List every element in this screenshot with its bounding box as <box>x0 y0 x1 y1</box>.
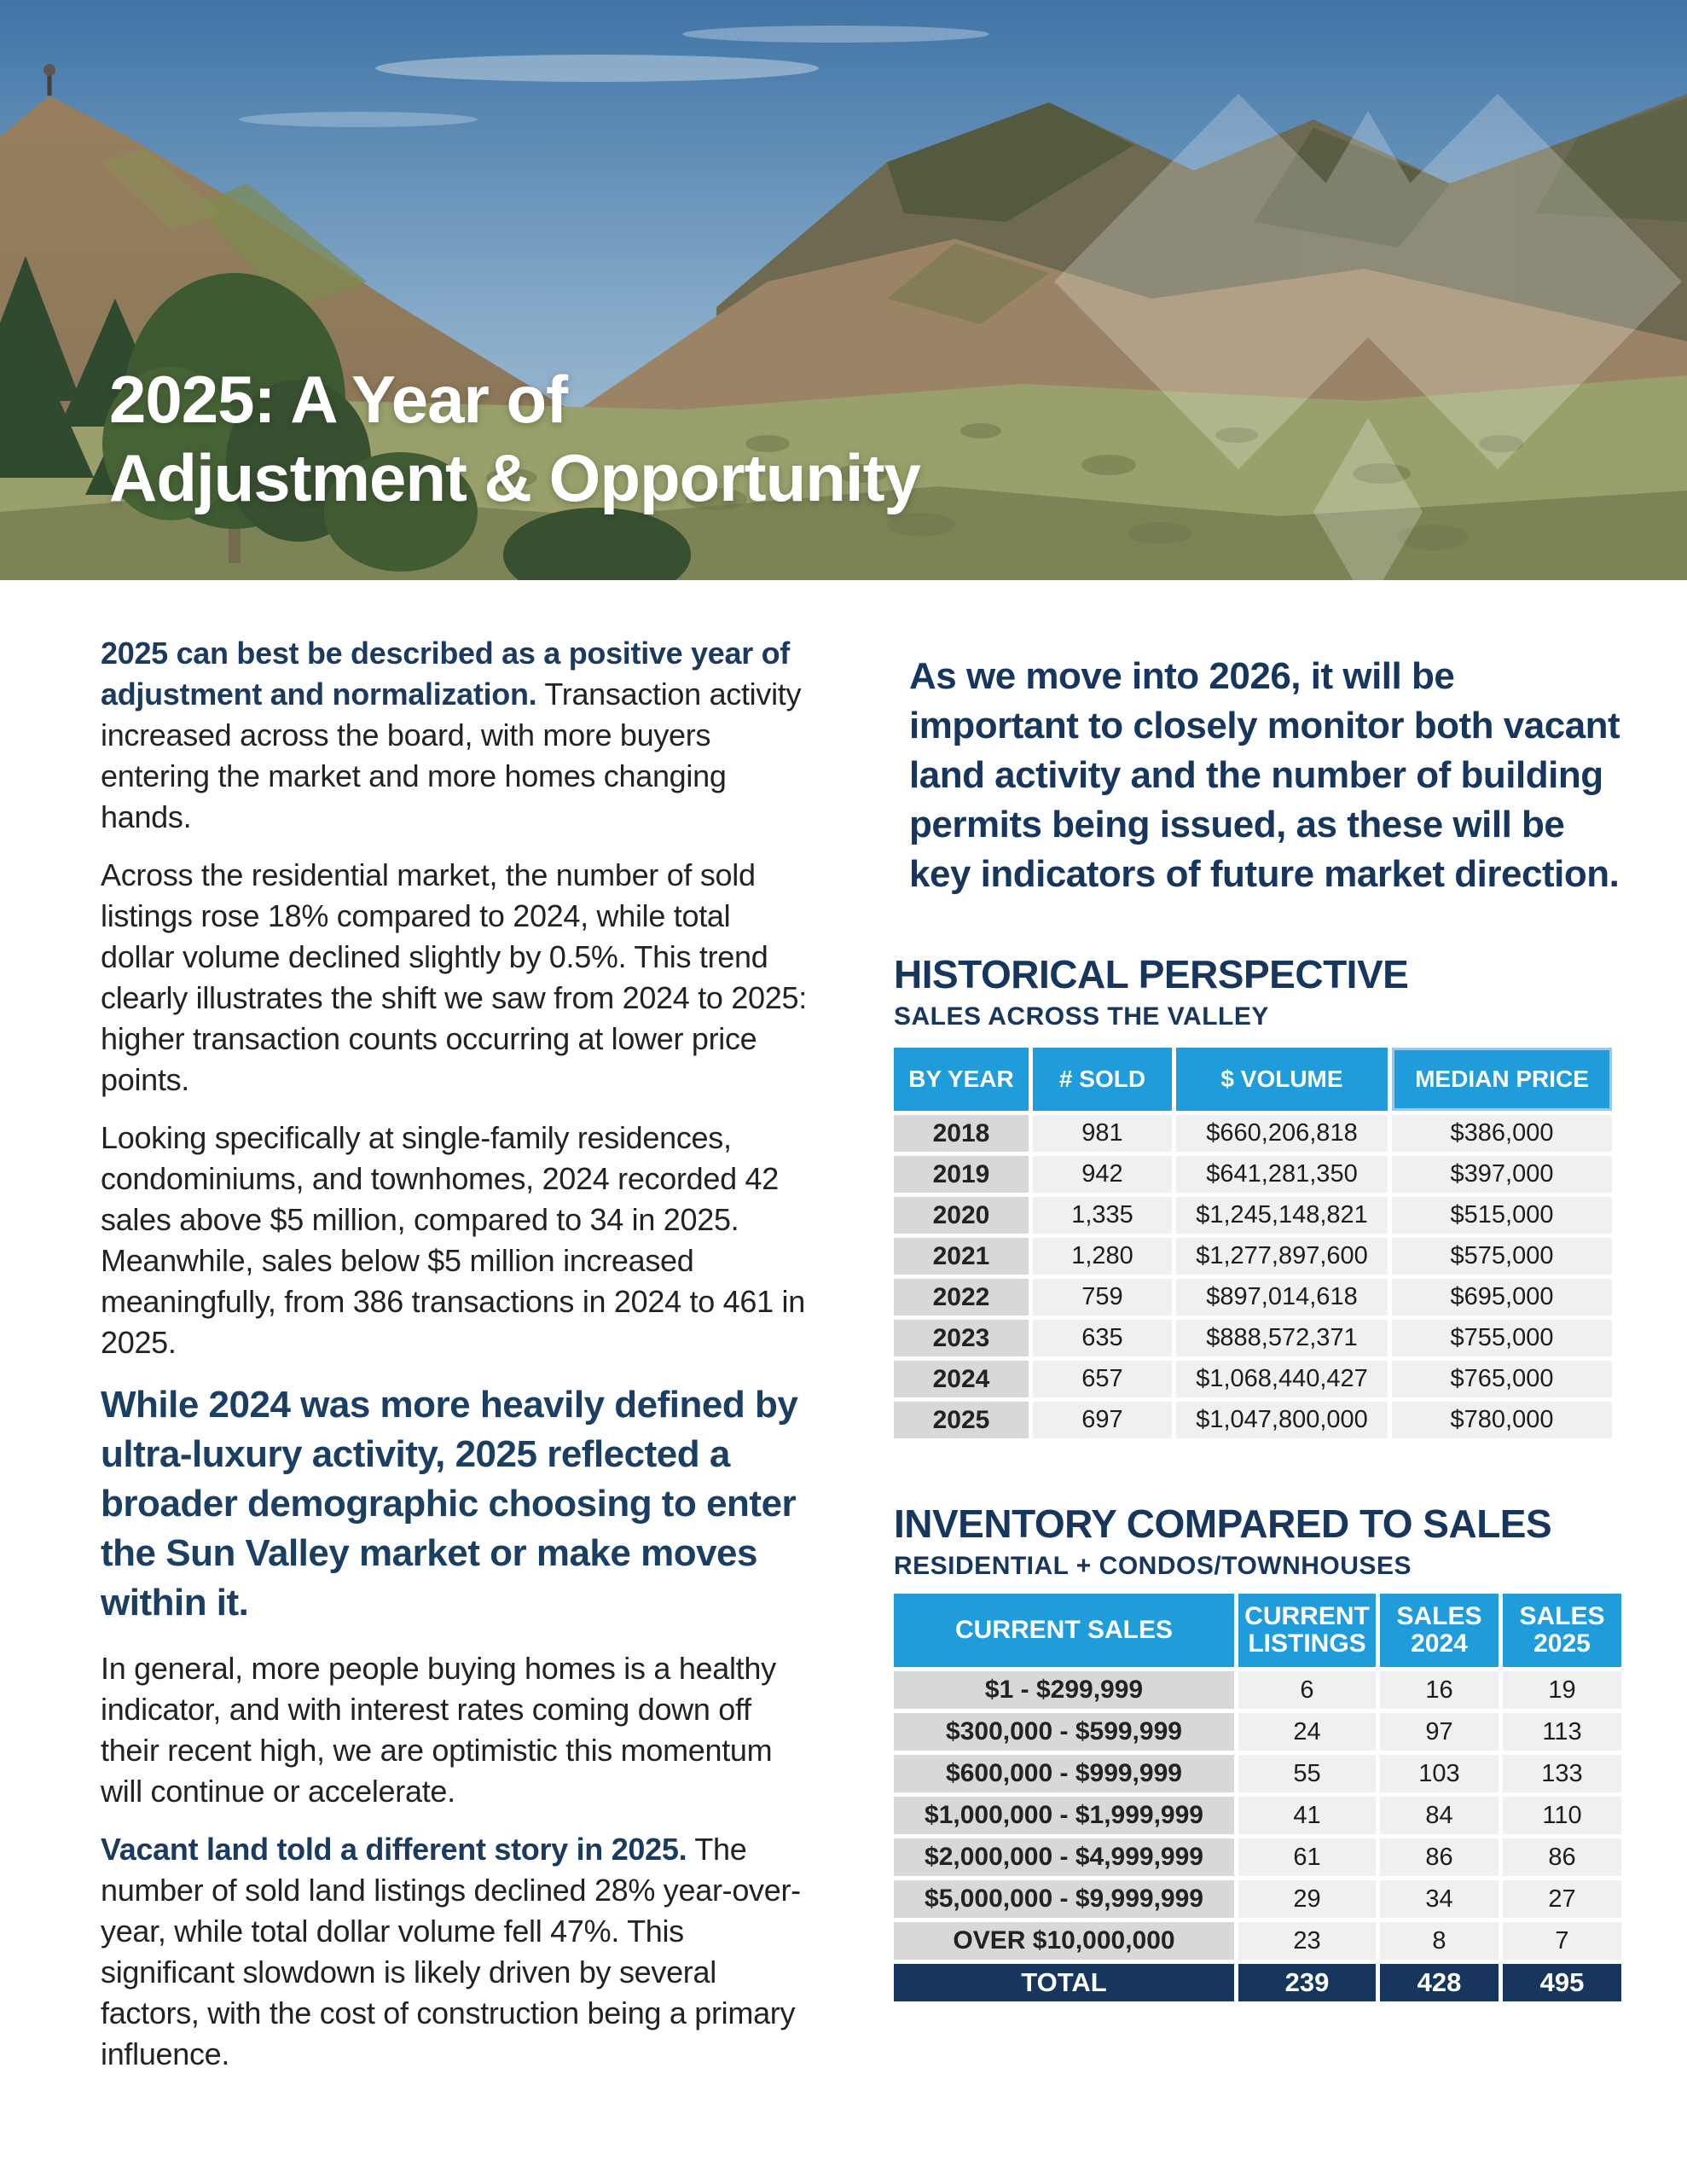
value-cell: 29 <box>1238 1880 1376 1918</box>
value-cell: 981 <box>1033 1115 1172 1152</box>
table-header-cell: $ VOLUME <box>1176 1048 1388 1111</box>
row-label-cell: 2022 <box>894 1279 1029 1316</box>
value-cell: $1,277,897,600 <box>1176 1238 1388 1275</box>
value-cell: $660,206,818 <box>1176 1115 1388 1152</box>
subheading-2024-vs-2025: While 2024 was more heavily defined by ultra-luxury activity, 2025 reflected a broader demographic choosing to enter the Sun Valley market or make moves within it. <box>101 1384 798 1623</box>
paragraph-overview <box>101 633 810 838</box>
row-label-cell: 2018 <box>894 1115 1029 1152</box>
paragraph-overview-lead: 2025 can best be described as a positive year of adjustment and normalization. <box>101 636 790 712</box>
table-header-cell: CURRENT SALES <box>894 1594 1234 1667</box>
value-cell: $765,000 <box>1392 1361 1612 1397</box>
table-header-cell: SALES 2025 <box>1503 1594 1621 1667</box>
page-title-line1: 2025: A Year of <box>109 362 568 437</box>
total-cell: 428 <box>1380 1964 1499 2001</box>
table-header-cell: SALES 2024 <box>1380 1594 1499 1667</box>
page-title <box>109 360 920 517</box>
value-cell: 8 <box>1380 1922 1499 1960</box>
value-cell: 41 <box>1238 1797 1376 1834</box>
page-title-line2: Adjustment & Opportunity <box>109 440 920 515</box>
left-text-column <box>101 633 810 2092</box>
value-cell: $888,572,371 <box>1176 1320 1388 1356</box>
value-cell: 113 <box>1503 1713 1621 1751</box>
intro-2026-callout: As we move into 2026, it will be important to closely monitor both vacant land activity and the number of building permits being issued, as these will be key indicators of future market direction. <box>909 655 1620 895</box>
total-cell: 239 <box>1238 1964 1376 2001</box>
value-cell: 635 <box>1033 1320 1172 1356</box>
row-label-cell: $5,000,000 - $9,999,999 <box>894 1880 1234 1918</box>
row-label-cell: 2025 <box>894 1402 1029 1438</box>
value-cell: 55 <box>1238 1755 1376 1792</box>
value-cell: $780,000 <box>1392 1402 1612 1438</box>
value-cell: $386,000 <box>1392 1115 1612 1152</box>
value-cell: 84 <box>1380 1797 1499 1834</box>
paragraph-momentum: In general, more people buying homes is a healthy indicator, and with interest rates coming down off their recent high, we are optimistic this momentum will continue or accelerate. <box>101 1651 776 1809</box>
value-cell: 97 <box>1380 1713 1499 1751</box>
value-cell: 34 <box>1380 1880 1499 1918</box>
value-cell: 86 <box>1503 1838 1621 1876</box>
cloud <box>239 112 478 127</box>
table-header-cell: BY YEAR <box>894 1048 1029 1111</box>
value-cell: $641,281,350 <box>1176 1156 1388 1193</box>
right-column <box>894 633 1620 2001</box>
row-label-cell: 2019 <box>894 1156 1029 1193</box>
value-cell: 1,335 <box>1033 1197 1172 1234</box>
row-label-cell: $1,000,000 - $1,999,999 <box>894 1797 1234 1834</box>
row-label-cell: $300,000 - $599,999 <box>894 1713 1234 1751</box>
table-header-cell: MEDIAN PRICE <box>1392 1048 1612 1111</box>
value-cell: 7 <box>1503 1922 1621 1960</box>
inventory-subtitle: RESIDENTIAL + CONDOS/TOWNHOUSES <box>894 1552 1412 1580</box>
value-cell: $755,000 <box>1392 1320 1612 1356</box>
row-label-cell: 2024 <box>894 1361 1029 1397</box>
inventory-sales-table <box>894 1594 1620 2001</box>
value-cell: 133 <box>1503 1755 1621 1792</box>
value-cell: $897,014,618 <box>1176 1279 1388 1316</box>
value-cell: $1,068,440,427 <box>1176 1361 1388 1397</box>
paragraph-residential: Across the residential market, the number of sold listings rose 18% compared to 2024, while total dollar volume declined slightly by 0.5%. This trend clearly illustrates the shift we saw from 2024 to 2025: higher transaction counts occurring at lower price points. <box>101 857 807 1097</box>
total-cell: 495 <box>1503 1964 1621 2001</box>
cloud <box>682 26 989 43</box>
value-cell: $397,000 <box>1392 1156 1612 1193</box>
value-cell: 86 <box>1380 1838 1499 1876</box>
value-cell: $515,000 <box>1392 1197 1612 1234</box>
paragraph-vacant-land-rest: The number of sold land listings declined 28% year-over-year, while total dollar volume fell 47%. This significant slowdown is likely driven by several factors, with the cost of construction being a primary influence. <box>101 1832 801 2071</box>
value-cell: 23 <box>1238 1922 1376 1960</box>
value-cell: 27 <box>1503 1880 1621 1918</box>
row-label-cell: 2023 <box>894 1320 1029 1356</box>
value-cell: 1,280 <box>1033 1238 1172 1275</box>
historical-perspective-subtitle: SALES ACROSS THE VALLEY <box>894 1002 1269 1031</box>
value-cell: 61 <box>1238 1838 1376 1876</box>
value-cell: 942 <box>1033 1156 1172 1193</box>
historical-sales-table <box>894 1048 1620 1438</box>
row-label-cell: $1 - $299,999 <box>894 1671 1234 1709</box>
value-cell: $575,000 <box>1392 1238 1612 1275</box>
summit-antenna-top <box>43 64 55 76</box>
value-cell: 16 <box>1380 1671 1499 1709</box>
paragraph-vacant-land-lead: Vacant land told a different story in 2025. <box>101 1832 687 1867</box>
paragraph-overview-rest: Transaction activity increased across the board, with more buyers entering the market and more homes changing hands. <box>101 677 802 834</box>
value-cell: $1,047,800,000 <box>1176 1402 1388 1438</box>
row-label-cell: $2,000,000 - $4,999,999 <box>894 1838 1234 1876</box>
value-cell: $695,000 <box>1392 1279 1612 1316</box>
value-cell: 110 <box>1503 1797 1621 1834</box>
cloud <box>375 55 819 82</box>
value-cell: 19 <box>1503 1671 1621 1709</box>
row-label-cell: $600,000 - $999,999 <box>894 1755 1234 1792</box>
row-label-cell: OVER $10,000,000 <box>894 1922 1234 1960</box>
value-cell: 6 <box>1238 1671 1376 1709</box>
value-cell: 759 <box>1033 1279 1172 1316</box>
value-cell: 103 <box>1380 1755 1499 1792</box>
row-label-cell: 2021 <box>894 1238 1029 1275</box>
inventory-title: INVENTORY COMPARED TO SALES <box>894 1502 1552 1546</box>
historical-perspective-title: HISTORICAL PERSPECTIVE <box>894 952 1409 996</box>
hero-image <box>0 0 1687 580</box>
value-cell: 657 <box>1033 1361 1172 1397</box>
row-label-cell: 2020 <box>894 1197 1029 1234</box>
value-cell: $1,245,148,821 <box>1176 1197 1388 1234</box>
value-cell: 697 <box>1033 1402 1172 1438</box>
table-header-cell: CURRENT LISTINGS <box>1238 1594 1376 1667</box>
value-cell: 24 <box>1238 1713 1376 1751</box>
paragraph-single-family: Looking specifically at single-family residences, condominiums, and townhomes, 2024 recorded 42 sales above $5 million, compared to 34 in 2025. Meanwhile, sales below $5 million increased meaningfully, from 386 transactions in 2024 to 461 in 2025. <box>101 1120 805 1360</box>
paragraph-vacant-land <box>101 1829 810 2075</box>
table-header-cell: # SOLD <box>1033 1048 1172 1111</box>
total-cell: TOTAL <box>894 1964 1234 2001</box>
